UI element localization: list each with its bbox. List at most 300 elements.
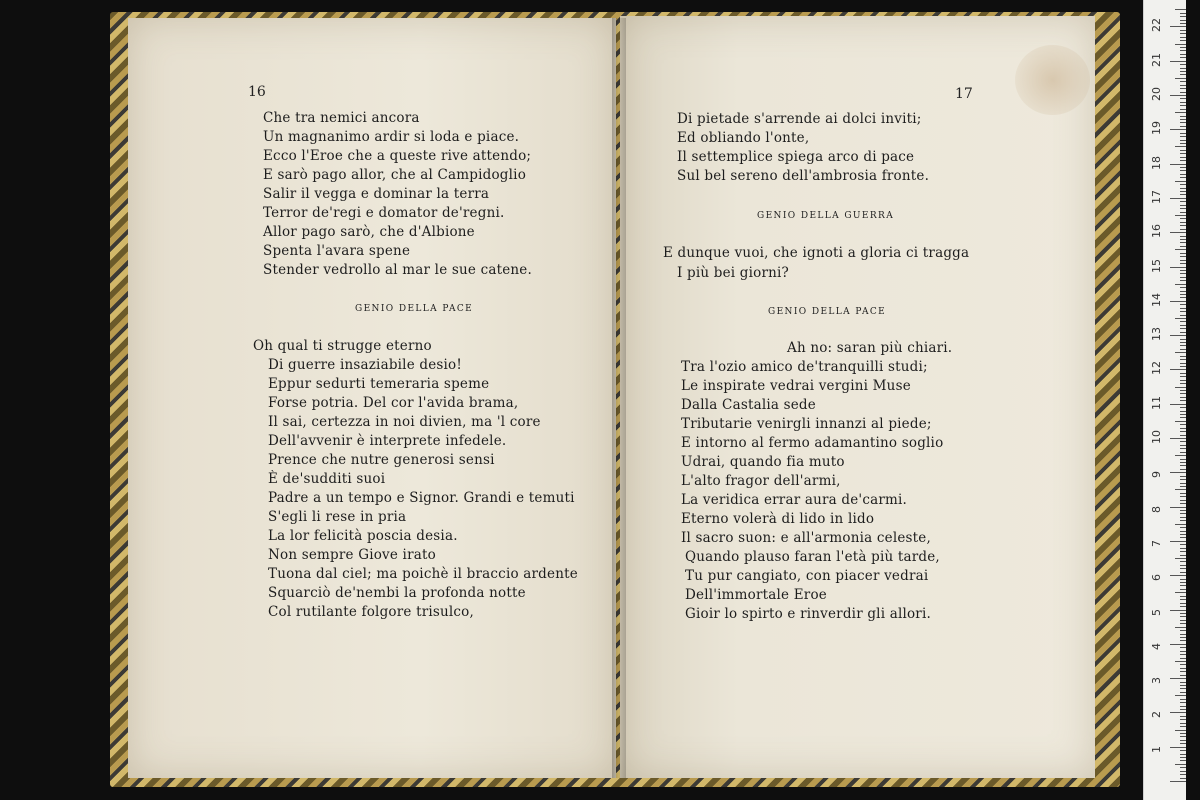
verse-line: Eppur sedurti temeraria speme xyxy=(268,376,490,392)
ruler-tick xyxy=(1180,105,1186,106)
ruler-tick xyxy=(1180,246,1186,247)
ruler-tick xyxy=(1180,291,1186,292)
ruler-tick xyxy=(1180,448,1186,449)
ruler-tick xyxy=(1180,411,1186,412)
ruler-tick xyxy=(1180,579,1186,580)
ruler-tick xyxy=(1170,267,1186,268)
verse-line: Ed obliando l'onte, xyxy=(677,130,810,146)
ruler-tick xyxy=(1180,726,1186,727)
ruler-tick xyxy=(1180,122,1186,123)
ruler-tick xyxy=(1180,479,1186,480)
ruler-tick xyxy=(1175,730,1186,731)
ruler-tick xyxy=(1180,256,1186,257)
ruler-tick xyxy=(1180,236,1186,237)
ruler-tick xyxy=(1180,68,1186,69)
ruler-tick xyxy=(1175,524,1186,525)
ruler-tick xyxy=(1180,30,1186,31)
verse-line: Stender vedrollo al mar le sue catene. xyxy=(263,262,532,278)
ruler-tick xyxy=(1180,561,1186,562)
right-page-number: 17 xyxy=(955,86,973,102)
ruler-tick xyxy=(1180,599,1186,600)
ruler-tick xyxy=(1180,390,1186,391)
ruler-tick xyxy=(1180,393,1186,394)
ruler-number: 20 xyxy=(1150,87,1163,101)
ruler-tick xyxy=(1180,140,1186,141)
ruler-tick xyxy=(1180,294,1186,295)
ruler-tick xyxy=(1180,239,1186,240)
ruler-tick xyxy=(1175,215,1186,216)
ruler-tick xyxy=(1180,606,1186,607)
ruler-tick xyxy=(1170,198,1186,199)
ruler-tick xyxy=(1180,767,1186,768)
ruler-tick xyxy=(1180,424,1186,425)
ruler-tick xyxy=(1180,754,1186,755)
ruler-tick xyxy=(1180,242,1186,243)
verse-line: Allor pago sarò, che d'Albione xyxy=(263,224,475,240)
verse-line: E dunque vuoi, che ignoti a gloria ci tragga xyxy=(663,245,970,261)
verse-line: L'alto fragor dell'armi, xyxy=(681,473,841,489)
ruler-tick xyxy=(1170,712,1186,713)
ruler-tick xyxy=(1180,359,1186,360)
ruler-tick xyxy=(1170,575,1186,576)
ruler-tick xyxy=(1180,363,1186,364)
ruler-tick xyxy=(1180,531,1186,532)
ruler-tick xyxy=(1175,764,1186,765)
ruler-tick xyxy=(1180,445,1186,446)
verse-line: Tributarie venirgli innanzi al piede; xyxy=(681,416,932,432)
ruler-tick xyxy=(1180,733,1186,734)
verse-line: Sul bel sereno dell'ambrosia fronte. xyxy=(677,168,930,184)
ruler-tick xyxy=(1180,716,1186,717)
verse-line: Ecco l'Eroe che a queste rive attendo; xyxy=(263,148,532,164)
verse-line: Di pietade s'arrende ai dolci inviti; xyxy=(677,111,922,127)
ruler-tick xyxy=(1180,277,1186,278)
ruler-tick xyxy=(1180,640,1186,641)
ruler-tick xyxy=(1180,699,1186,700)
verse-line: Il settemplice spiega arco di pace xyxy=(677,149,915,165)
ruler-tick xyxy=(1180,143,1186,144)
ruler-tick xyxy=(1170,678,1186,679)
ruler-tick xyxy=(1180,527,1186,528)
ruler-tick xyxy=(1180,184,1186,185)
ruler-number: 12 xyxy=(1150,361,1163,376)
ruler-tick xyxy=(1175,112,1186,113)
left-page-number: 16 xyxy=(248,84,266,100)
ruler-tick xyxy=(1180,287,1186,288)
ruler-tick xyxy=(1180,476,1186,477)
ruler-tick xyxy=(1180,544,1186,545)
ruler-tick xyxy=(1175,146,1186,147)
ruler-number: 14 xyxy=(1150,292,1163,307)
ruler-tick xyxy=(1180,160,1186,161)
verse-line: È de'sudditi suoi xyxy=(268,471,386,487)
ruler-tick xyxy=(1180,613,1186,614)
verse-line: Oh qual ti strugge eterno xyxy=(253,338,432,354)
verse-line: Col rutilante folgore trisulco, xyxy=(268,604,474,620)
ruler-tick xyxy=(1180,417,1186,418)
ruler-tick xyxy=(1180,225,1186,226)
ruler-tick xyxy=(1180,568,1186,569)
ruler-tick xyxy=(1180,496,1186,497)
verse-line: Gioir lo spirto e rinverdir gli allori. xyxy=(685,606,931,622)
verse-line: E intorno al fermo adamantino soglio xyxy=(681,435,944,451)
ruler-number: 16 xyxy=(1150,224,1163,239)
verse-line: Il sacro suon: e all'armonia celeste, xyxy=(681,530,931,546)
ruler-tick xyxy=(1180,465,1186,466)
ruler-number: 6 xyxy=(1150,574,1163,582)
ruler-tick xyxy=(1175,592,1186,593)
verse-line: Terror de'regi e domator de'regni. xyxy=(263,205,505,221)
ruler-tick xyxy=(1180,414,1186,415)
ruler-tick xyxy=(1180,222,1186,223)
ruler-tick xyxy=(1180,280,1186,281)
ruler-tick xyxy=(1170,95,1186,96)
ruler-tick xyxy=(1180,191,1186,192)
ruler-tick xyxy=(1175,627,1186,628)
verse-line: Dell'avvenir è interprete infedele. xyxy=(268,433,507,449)
ruler-tick xyxy=(1180,116,1186,117)
ruler-tick xyxy=(1180,328,1186,329)
ruler-tick xyxy=(1180,349,1186,350)
ruler-tick xyxy=(1180,194,1186,195)
ruler-tick xyxy=(1180,452,1186,453)
ruler-tick xyxy=(1180,253,1186,254)
ruler-tick xyxy=(1180,212,1186,213)
ruler-tick xyxy=(1180,668,1186,669)
ruler-tick xyxy=(1180,345,1186,346)
ruler-tick xyxy=(1180,664,1186,665)
ruler-tick xyxy=(1180,397,1186,398)
ruler-tick xyxy=(1180,13,1186,14)
ruler-tick xyxy=(1180,308,1186,309)
verse-line: Quando plauso faran l'età più tarde, xyxy=(685,549,940,565)
ruler-tick xyxy=(1180,400,1186,401)
ruler-number: 10 xyxy=(1150,430,1163,444)
ruler-tick xyxy=(1180,332,1186,333)
ruler-tick xyxy=(1180,719,1186,720)
ruler-tick xyxy=(1180,469,1186,470)
ruler-tick xyxy=(1170,129,1186,130)
ruler-tick xyxy=(1180,534,1186,535)
ruler-tick xyxy=(1180,174,1186,175)
ruler-tick xyxy=(1180,778,1186,779)
ruler-tick xyxy=(1170,404,1186,405)
ruler-tick xyxy=(1180,692,1186,693)
ruler-number: 5 xyxy=(1150,608,1163,616)
ruler-tick xyxy=(1180,321,1186,322)
verse-line: Udrai, quando fia muto xyxy=(681,454,845,470)
ruler-tick xyxy=(1180,688,1186,689)
ruler-tick xyxy=(1180,760,1186,761)
verse-line: Tuona dal ciel; ma poichè il braccio ardente xyxy=(268,566,578,582)
ruler-tick xyxy=(1180,623,1186,624)
ruler-tick xyxy=(1180,205,1186,206)
ruler-number: 11 xyxy=(1150,395,1163,410)
ruler-tick xyxy=(1180,565,1186,566)
ruler-number: 4 xyxy=(1150,642,1163,650)
verse-line: Squarciò de'nembi la profonda notte xyxy=(268,585,526,601)
ruler-tick xyxy=(1180,513,1186,514)
ruler-tick xyxy=(1180,133,1186,134)
ruler-tick xyxy=(1170,335,1186,336)
ruler-tick xyxy=(1180,311,1186,312)
ruler-tick xyxy=(1170,369,1186,370)
ruler-number: 21 xyxy=(1150,52,1163,67)
ruler-tick xyxy=(1180,630,1186,631)
ruler-tick xyxy=(1180,407,1186,408)
ruler-tick xyxy=(1170,438,1186,439)
verse-line: Le inspirate vedrai vergini Muse xyxy=(681,378,911,394)
ruler-number: 2 xyxy=(1150,711,1163,719)
ruler-tick xyxy=(1180,92,1186,93)
ruler-tick xyxy=(1175,9,1186,10)
verse-line: Prence che nutre generosi sensi xyxy=(268,452,495,468)
ruler-tick xyxy=(1175,78,1186,79)
ruler-tick xyxy=(1180,57,1186,58)
ruler-tick xyxy=(1180,634,1186,635)
ruler-tick xyxy=(1180,273,1186,274)
ruler-tick xyxy=(1180,431,1186,432)
verse-line: Tra l'ozio amico de'tranquilli studi; xyxy=(681,359,928,375)
ruler-tick xyxy=(1180,572,1186,573)
ruler-tick xyxy=(1180,16,1186,17)
section-heading: GENIO DELLA GUERRA xyxy=(757,211,895,221)
ruler-tick xyxy=(1180,315,1186,316)
ruler-tick xyxy=(1180,109,1186,110)
verse-line: Di guerre insaziabile desio! xyxy=(268,357,463,373)
ruler-tick xyxy=(1180,188,1186,189)
ruler-tick xyxy=(1180,702,1186,703)
verse-line: Che tra nemici ancora xyxy=(263,110,420,126)
ruler-tick xyxy=(1180,342,1186,343)
ruler-tick xyxy=(1180,40,1186,41)
section-heading: GENIO DELLA PACE xyxy=(768,307,887,317)
ruler-tick xyxy=(1180,620,1186,621)
ruler-tick xyxy=(1180,376,1186,377)
verse-line: Spenta l'avara spene xyxy=(263,243,411,259)
verse-line: Tu pur cangiato, con piacer vedrai xyxy=(685,568,929,584)
verse-line: Salir il vegga e dominar la terra xyxy=(263,186,490,202)
ruler-tick xyxy=(1180,325,1186,326)
ruler-tick xyxy=(1180,383,1186,384)
ruler-tick xyxy=(1170,644,1186,645)
ruler-tick xyxy=(1180,750,1186,751)
book-gutter xyxy=(612,18,626,778)
verse-line: E sarò pago allor, che al Campidoglio xyxy=(263,167,527,183)
ruler-number: 18 xyxy=(1150,155,1163,170)
ruler-tick xyxy=(1180,50,1186,51)
ruler-tick xyxy=(1180,177,1186,178)
ruler-tick xyxy=(1180,500,1186,501)
ruler-tick xyxy=(1180,263,1186,264)
ruler-tick xyxy=(1170,26,1186,27)
ruler-tick xyxy=(1180,428,1186,429)
ruler-tick xyxy=(1180,54,1186,55)
ruler-tick xyxy=(1180,229,1186,230)
ruler-tick xyxy=(1180,582,1186,583)
ruler-tick xyxy=(1180,774,1186,775)
ruler-number: 9 xyxy=(1150,471,1163,479)
ruler-tick xyxy=(1175,421,1186,422)
verse-line: Eterno volerà di lido in lido xyxy=(681,511,875,527)
ruler-tick xyxy=(1170,472,1186,473)
ruler-tick xyxy=(1170,610,1186,611)
measuring-ruler xyxy=(1143,0,1186,800)
ruler-tick xyxy=(1180,47,1186,48)
ruler-tick xyxy=(1180,297,1186,298)
ruler-tick xyxy=(1180,260,1186,261)
ruler-tick xyxy=(1180,170,1186,171)
ruler-tick xyxy=(1170,747,1186,748)
ruler-tick xyxy=(1180,682,1186,683)
ruler-tick xyxy=(1170,507,1186,508)
ruler-tick xyxy=(1180,757,1186,758)
paper-stain xyxy=(1015,45,1090,115)
ruler-tick xyxy=(1180,654,1186,655)
ruler-tick xyxy=(1180,37,1186,38)
ruler-tick xyxy=(1180,736,1186,737)
ruler-tick xyxy=(1180,23,1186,24)
ruler-tick xyxy=(1180,740,1186,741)
ruler-tick xyxy=(1180,88,1186,89)
ruler-tick xyxy=(1180,551,1186,552)
ruler-tick xyxy=(1180,548,1186,549)
ruler-tick xyxy=(1170,61,1186,62)
ruler-tick xyxy=(1180,81,1186,82)
ruler-tick xyxy=(1180,520,1186,521)
ruler-tick xyxy=(1180,74,1186,75)
ruler-tick xyxy=(1180,771,1186,772)
ruler-number: 15 xyxy=(1150,258,1163,273)
ruler-number: 8 xyxy=(1150,505,1163,513)
verse-line: Un magnanimo ardir si loda e piace. xyxy=(263,129,520,145)
ruler-tick xyxy=(1180,102,1186,103)
ruler-tick xyxy=(1180,441,1186,442)
ruler-number: 19 xyxy=(1150,121,1163,136)
ruler-tick xyxy=(1180,339,1186,340)
ruler-tick xyxy=(1170,232,1186,233)
ruler-tick xyxy=(1170,164,1186,165)
ruler-tick xyxy=(1180,459,1186,460)
ruler-tick xyxy=(1180,709,1186,710)
verse-line: Il sai, certezza in noi divien, ma 'l core xyxy=(268,414,541,430)
ruler-number: 17 xyxy=(1150,189,1163,204)
ruler-tick xyxy=(1180,157,1186,158)
ruler-tick xyxy=(1180,537,1186,538)
ruler-tick xyxy=(1180,366,1186,367)
ruler-tick xyxy=(1180,462,1186,463)
ruler-tick xyxy=(1180,510,1186,511)
ruler-tick xyxy=(1180,493,1186,494)
ruler-tick xyxy=(1180,126,1186,127)
ruler-number: 7 xyxy=(1150,539,1163,547)
verse-line: Dell'immortale Eroe xyxy=(685,587,827,603)
ruler-tick xyxy=(1175,352,1186,353)
verse-line: Non sempre Giove irato xyxy=(268,547,436,563)
ruler-tick xyxy=(1175,318,1186,319)
ruler-tick xyxy=(1180,85,1186,86)
ruler-tick xyxy=(1170,301,1186,302)
ruler-tick xyxy=(1175,661,1186,662)
ruler-tick xyxy=(1180,304,1186,305)
ruler-tick xyxy=(1180,119,1186,120)
ruler-tick xyxy=(1180,136,1186,137)
ruler-tick xyxy=(1180,651,1186,652)
ruler-tick xyxy=(1175,455,1186,456)
ruler-tick xyxy=(1175,284,1186,285)
ruler-tick xyxy=(1175,695,1186,696)
ruler-tick xyxy=(1180,150,1186,151)
ruler-tick xyxy=(1180,201,1186,202)
ruler-tick xyxy=(1180,208,1186,209)
ruler-number: 1 xyxy=(1150,745,1163,753)
ruler-tick xyxy=(1180,270,1186,271)
ruler-tick xyxy=(1180,33,1186,34)
section-heading: GENIO DELLA PACE xyxy=(355,304,474,314)
ruler-tick xyxy=(1180,658,1186,659)
ruler-tick xyxy=(1170,781,1186,782)
ruler-tick xyxy=(1180,153,1186,154)
ruler-tick xyxy=(1180,675,1186,676)
ruler-tick xyxy=(1180,71,1186,72)
ruler-tick xyxy=(1180,167,1186,168)
ruler-tick xyxy=(1180,435,1186,436)
ruler-tick xyxy=(1175,489,1186,490)
ruler-tick xyxy=(1180,555,1186,556)
ruler-tick xyxy=(1170,541,1186,542)
ruler-tick xyxy=(1175,558,1186,559)
ruler-tick xyxy=(1180,218,1186,219)
ruler-tick xyxy=(1175,249,1186,250)
verse-line: La lor felicità poscia desia. xyxy=(268,528,458,544)
ruler-tick xyxy=(1180,380,1186,381)
verse-line: Padre a un tempo e Signor. Grandi e temuti xyxy=(268,490,575,506)
verse-line: Dalla Castalia sede xyxy=(681,397,816,413)
ruler-number: 13 xyxy=(1150,327,1163,342)
ruler-tick xyxy=(1180,483,1186,484)
ruler-tick xyxy=(1180,356,1186,357)
ruler-tick xyxy=(1180,647,1186,648)
verse-line: S'egli li rese in pria xyxy=(268,509,407,525)
ruler-tick xyxy=(1175,387,1186,388)
verse-line: Ah no: saran più chiari. xyxy=(787,340,953,356)
ruler-tick xyxy=(1180,64,1186,65)
ruler-tick xyxy=(1180,685,1186,686)
ruler-tick xyxy=(1180,98,1186,99)
ruler-tick xyxy=(1180,637,1186,638)
ruler-tick xyxy=(1180,596,1186,597)
ruler-tick xyxy=(1180,20,1186,21)
ruler-tick xyxy=(1180,743,1186,744)
ruler-tick xyxy=(1180,486,1186,487)
verse-line: La veridica errar aura de'carmi. xyxy=(681,492,907,508)
ruler-number: 22 xyxy=(1150,18,1163,33)
ruler-tick xyxy=(1180,603,1186,604)
ruler-tick xyxy=(1180,616,1186,617)
ruler-tick xyxy=(1175,44,1186,45)
ruler-number: 3 xyxy=(1150,677,1163,685)
ruler-tick xyxy=(1180,503,1186,504)
ruler-tick xyxy=(1180,517,1186,518)
ruler-tick xyxy=(1175,181,1186,182)
ruler-tick xyxy=(1180,373,1186,374)
ruler-tick xyxy=(1180,589,1186,590)
verse-line: I più bei giorni? xyxy=(677,265,789,281)
ruler-tick xyxy=(1180,671,1186,672)
verse-line: Forse potria. Del cor l'avida brama, xyxy=(268,395,519,411)
ruler-tick xyxy=(1180,585,1186,586)
ruler-tick xyxy=(1180,723,1186,724)
